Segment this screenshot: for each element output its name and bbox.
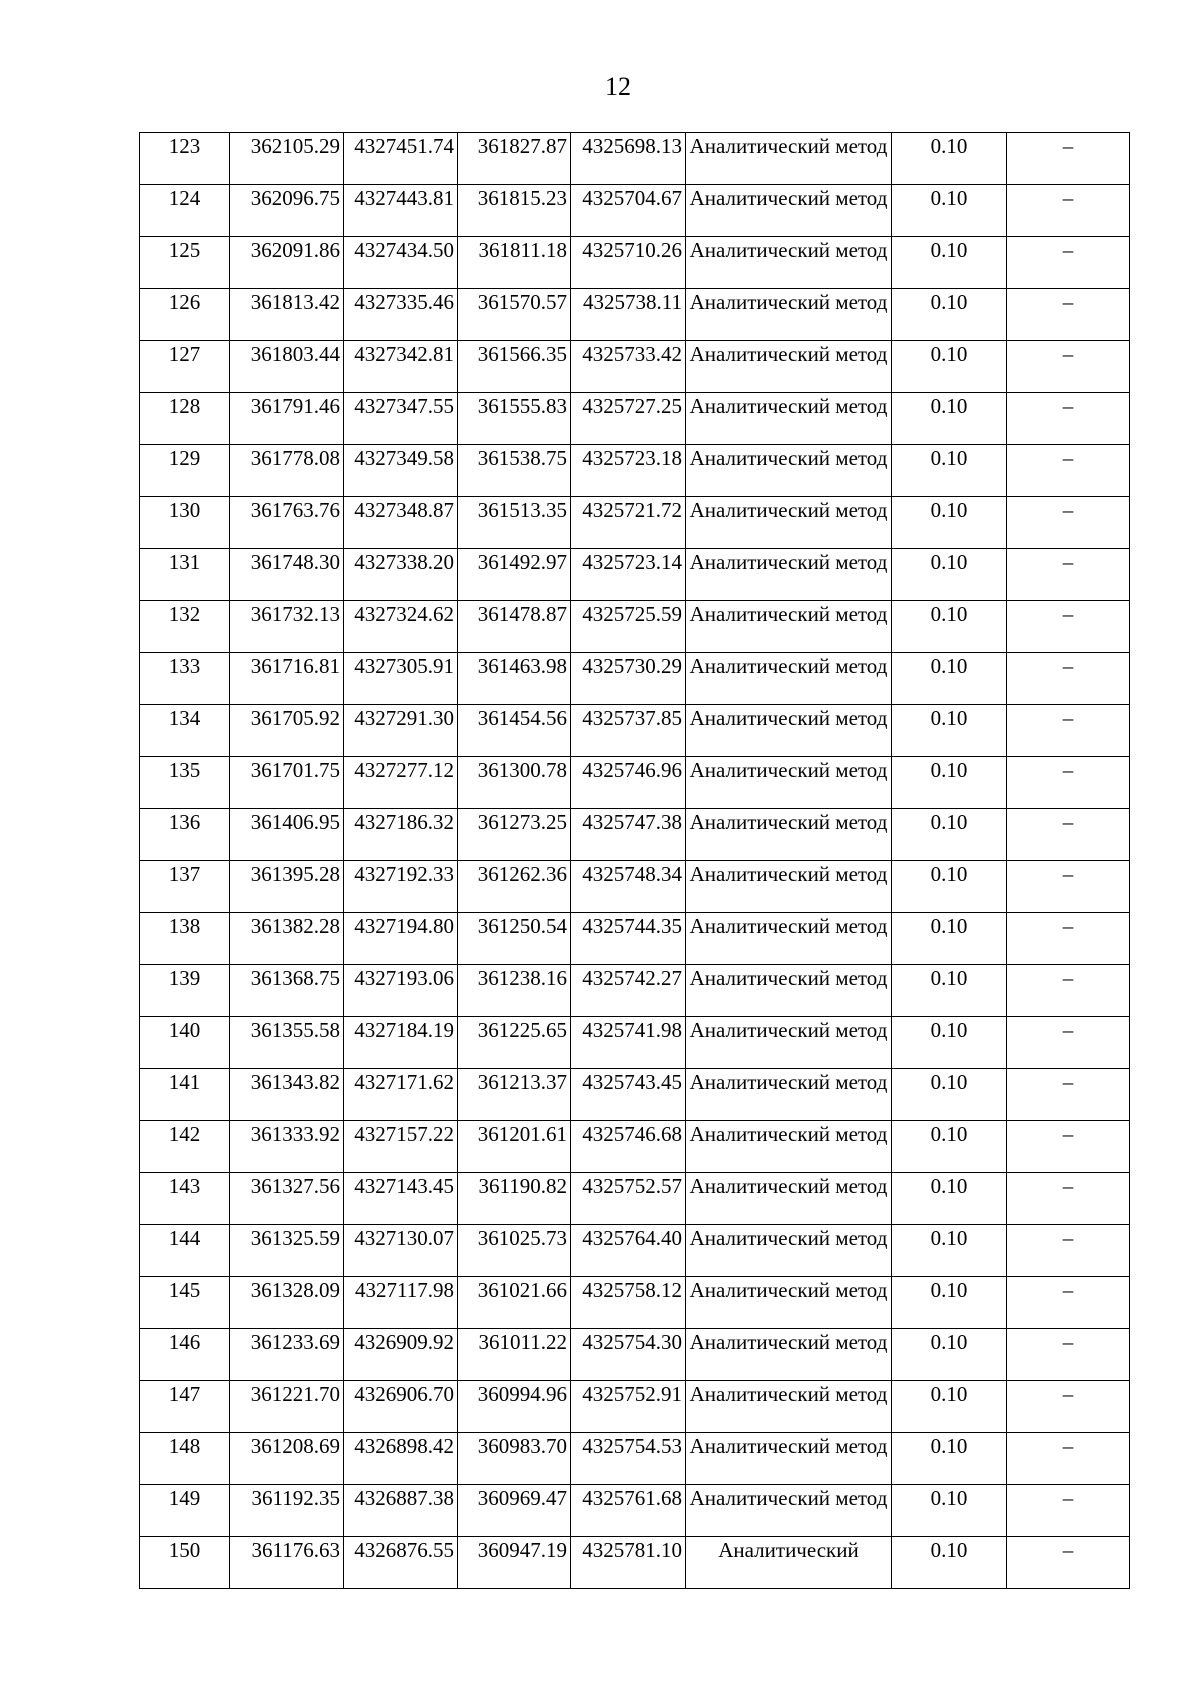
y2-cell: 4325730.29 bbox=[571, 653, 686, 705]
point-number-cell: 123 bbox=[140, 133, 230, 185]
x1-cell: 361327.56 bbox=[230, 1173, 344, 1225]
y1-cell: 4326876.55 bbox=[344, 1537, 458, 1589]
table-row bbox=[140, 237, 1130, 289]
table-row bbox=[140, 1537, 1130, 1589]
accuracy-cell: 0.10 bbox=[892, 1433, 1007, 1485]
x2-cell: 361262.36 bbox=[458, 861, 571, 913]
table-row bbox=[140, 1381, 1130, 1433]
x2-cell: 361513.35 bbox=[458, 497, 571, 549]
method-cell: Аналитический метод bbox=[686, 913, 892, 965]
y2-cell: 4325758.12 bbox=[571, 1277, 686, 1329]
y1-cell: 4327324.62 bbox=[344, 601, 458, 653]
table-row bbox=[140, 445, 1130, 497]
y2-cell: 4325733.42 bbox=[571, 341, 686, 393]
y1-cell: 4327349.58 bbox=[344, 445, 458, 497]
accuracy-cell: 0.10 bbox=[892, 705, 1007, 757]
y2-cell: 4325723.14 bbox=[571, 549, 686, 601]
table-row bbox=[140, 497, 1130, 549]
x2-cell: 361021.66 bbox=[458, 1277, 571, 1329]
accuracy-cell: 0.10 bbox=[892, 601, 1007, 653]
table-row bbox=[140, 965, 1130, 1017]
x1-cell: 361368.75 bbox=[230, 965, 344, 1017]
x2-cell: 361011.22 bbox=[458, 1329, 571, 1381]
note-cell: – bbox=[1007, 965, 1130, 1017]
x2-cell: 361538.75 bbox=[458, 445, 571, 497]
x1-cell: 361325.59 bbox=[230, 1225, 344, 1277]
y2-cell: 4325761.68 bbox=[571, 1485, 686, 1537]
method-cell: Аналитический метод bbox=[686, 757, 892, 809]
accuracy-cell: 0.10 bbox=[892, 653, 1007, 705]
table-row bbox=[140, 1485, 1130, 1537]
y2-cell: 4325698.13 bbox=[571, 133, 686, 185]
table-row bbox=[140, 549, 1130, 601]
point-number-cell: 149 bbox=[140, 1485, 230, 1537]
accuracy-cell: 0.10 bbox=[892, 445, 1007, 497]
method-cell: Аналитический метод bbox=[686, 549, 892, 601]
x2-cell: 361300.78 bbox=[458, 757, 571, 809]
coordinates-table bbox=[139, 132, 1130, 1589]
note-cell: – bbox=[1007, 1069, 1130, 1121]
x1-cell: 361791.46 bbox=[230, 393, 344, 445]
x1-cell: 362096.75 bbox=[230, 185, 344, 237]
x2-cell: 360947.19 bbox=[458, 1537, 571, 1589]
y2-cell: 4325710.26 bbox=[571, 237, 686, 289]
table-row bbox=[140, 341, 1130, 393]
accuracy-cell: 0.10 bbox=[892, 497, 1007, 549]
table-row bbox=[140, 185, 1130, 237]
point-number-cell: 142 bbox=[140, 1121, 230, 1173]
point-number-cell: 131 bbox=[140, 549, 230, 601]
note-cell: – bbox=[1007, 1537, 1130, 1589]
point-number-cell: 133 bbox=[140, 653, 230, 705]
point-number-cell: 125 bbox=[140, 237, 230, 289]
x1-cell: 361233.69 bbox=[230, 1329, 344, 1381]
method-cell: Аналитический метод bbox=[686, 653, 892, 705]
y1-cell: 4327335.46 bbox=[344, 289, 458, 341]
method-cell: Аналитический метод bbox=[686, 1069, 892, 1121]
method-cell: Аналитический метод bbox=[686, 289, 892, 341]
accuracy-cell: 0.10 bbox=[892, 1173, 1007, 1225]
accuracy-cell: 0.10 bbox=[892, 1485, 1007, 1537]
point-number-cell: 126 bbox=[140, 289, 230, 341]
x2-cell: 360983.70 bbox=[458, 1433, 571, 1485]
point-number-cell: 144 bbox=[140, 1225, 230, 1277]
note-cell: – bbox=[1007, 601, 1130, 653]
y2-cell: 4325727.25 bbox=[571, 393, 686, 445]
accuracy-cell: 0.10 bbox=[892, 1381, 1007, 1433]
note-cell: – bbox=[1007, 1485, 1130, 1537]
note-cell: – bbox=[1007, 1173, 1130, 1225]
note-cell: – bbox=[1007, 1225, 1130, 1277]
point-number-cell: 138 bbox=[140, 913, 230, 965]
y1-cell: 4327443.81 bbox=[344, 185, 458, 237]
y1-cell: 4327342.81 bbox=[344, 341, 458, 393]
x1-cell: 361333.92 bbox=[230, 1121, 344, 1173]
accuracy-cell: 0.10 bbox=[892, 1121, 1007, 1173]
method-cell: Аналитический bbox=[686, 1537, 892, 1589]
y1-cell: 4327305.91 bbox=[344, 653, 458, 705]
method-cell: Аналитический метод bbox=[686, 1017, 892, 1069]
y1-cell: 4327347.55 bbox=[344, 393, 458, 445]
accuracy-cell: 0.10 bbox=[892, 341, 1007, 393]
note-cell: – bbox=[1007, 1277, 1130, 1329]
accuracy-cell: 0.10 bbox=[892, 809, 1007, 861]
table-row bbox=[140, 1121, 1130, 1173]
x2-cell: 361570.57 bbox=[458, 289, 571, 341]
x1-cell: 361813.42 bbox=[230, 289, 344, 341]
table-row bbox=[140, 1017, 1130, 1069]
note-cell: – bbox=[1007, 705, 1130, 757]
point-number-cell: 124 bbox=[140, 185, 230, 237]
accuracy-cell: 0.10 bbox=[892, 757, 1007, 809]
y1-cell: 4327157.22 bbox=[344, 1121, 458, 1173]
method-cell: Аналитический метод bbox=[686, 809, 892, 861]
table-row bbox=[140, 289, 1130, 341]
x1-cell: 361343.82 bbox=[230, 1069, 344, 1121]
note-cell: – bbox=[1007, 653, 1130, 705]
point-number-cell: 140 bbox=[140, 1017, 230, 1069]
y2-cell: 4325704.67 bbox=[571, 185, 686, 237]
y2-cell: 4325748.34 bbox=[571, 861, 686, 913]
y2-cell: 4325752.57 bbox=[571, 1173, 686, 1225]
y2-cell: 4325764.40 bbox=[571, 1225, 686, 1277]
table-row bbox=[140, 653, 1130, 705]
x2-cell: 360994.96 bbox=[458, 1381, 571, 1433]
accuracy-cell: 0.10 bbox=[892, 237, 1007, 289]
y2-cell: 4325725.59 bbox=[571, 601, 686, 653]
table-row bbox=[140, 1069, 1130, 1121]
y2-cell: 4325721.72 bbox=[571, 497, 686, 549]
y2-cell: 4325754.53 bbox=[571, 1433, 686, 1485]
x1-cell: 361221.70 bbox=[230, 1381, 344, 1433]
method-cell: Аналитический метод bbox=[686, 861, 892, 913]
point-number-cell: 143 bbox=[140, 1173, 230, 1225]
x2-cell: 361555.83 bbox=[458, 393, 571, 445]
point-number-cell: 146 bbox=[140, 1329, 230, 1381]
y2-cell: 4325744.35 bbox=[571, 913, 686, 965]
accuracy-cell: 0.10 bbox=[892, 549, 1007, 601]
note-cell: – bbox=[1007, 185, 1130, 237]
accuracy-cell: 0.10 bbox=[892, 289, 1007, 341]
y1-cell: 4327338.20 bbox=[344, 549, 458, 601]
point-number-cell: 132 bbox=[140, 601, 230, 653]
x1-cell: 361328.09 bbox=[230, 1277, 344, 1329]
y1-cell: 4326909.92 bbox=[344, 1329, 458, 1381]
y1-cell: 4326906.70 bbox=[344, 1381, 458, 1433]
x2-cell: 360969.47 bbox=[458, 1485, 571, 1537]
table-row bbox=[140, 757, 1130, 809]
x1-cell: 361176.63 bbox=[230, 1537, 344, 1589]
x1-cell: 361701.75 bbox=[230, 757, 344, 809]
y1-cell: 4327130.07 bbox=[344, 1225, 458, 1277]
note-cell: – bbox=[1007, 341, 1130, 393]
table-row bbox=[140, 809, 1130, 861]
table-row bbox=[140, 1225, 1130, 1277]
table-row bbox=[140, 1433, 1130, 1485]
x2-cell: 361827.87 bbox=[458, 133, 571, 185]
y2-cell: 4325723.18 bbox=[571, 445, 686, 497]
point-number-cell: 134 bbox=[140, 705, 230, 757]
point-number-cell: 150 bbox=[140, 1537, 230, 1589]
point-number-cell: 148 bbox=[140, 1433, 230, 1485]
point-number-cell: 127 bbox=[140, 341, 230, 393]
accuracy-cell: 0.10 bbox=[892, 1069, 1007, 1121]
method-cell: Аналитический метод bbox=[686, 185, 892, 237]
accuracy-cell: 0.10 bbox=[892, 965, 1007, 1017]
y2-cell: 4325743.45 bbox=[571, 1069, 686, 1121]
x1-cell: 361208.69 bbox=[230, 1433, 344, 1485]
y1-cell: 4327184.19 bbox=[344, 1017, 458, 1069]
note-cell: – bbox=[1007, 1017, 1130, 1069]
y2-cell: 4325747.38 bbox=[571, 809, 686, 861]
table-row bbox=[140, 393, 1130, 445]
x2-cell: 361815.23 bbox=[458, 185, 571, 237]
y2-cell: 4325754.30 bbox=[571, 1329, 686, 1381]
table-row bbox=[140, 1173, 1130, 1225]
accuracy-cell: 0.10 bbox=[892, 1329, 1007, 1381]
x2-cell: 361225.65 bbox=[458, 1017, 571, 1069]
table-row bbox=[140, 1329, 1130, 1381]
accuracy-cell: 0.10 bbox=[892, 1277, 1007, 1329]
x1-cell: 362091.86 bbox=[230, 237, 344, 289]
y1-cell: 4326898.42 bbox=[344, 1433, 458, 1485]
point-number-cell: 129 bbox=[140, 445, 230, 497]
method-cell: Аналитический метод bbox=[686, 237, 892, 289]
y2-cell: 4325752.91 bbox=[571, 1381, 686, 1433]
x2-cell: 361250.54 bbox=[458, 913, 571, 965]
x2-cell: 361478.87 bbox=[458, 601, 571, 653]
table-row bbox=[140, 913, 1130, 965]
x2-cell: 361190.82 bbox=[458, 1173, 571, 1225]
x1-cell: 361748.30 bbox=[230, 549, 344, 601]
note-cell: – bbox=[1007, 133, 1130, 185]
x1-cell: 361382.28 bbox=[230, 913, 344, 965]
x2-cell: 361492.97 bbox=[458, 549, 571, 601]
note-cell: – bbox=[1007, 289, 1130, 341]
note-cell: – bbox=[1007, 549, 1130, 601]
x2-cell: 361454.56 bbox=[458, 705, 571, 757]
x2-cell: 361273.25 bbox=[458, 809, 571, 861]
y2-cell: 4325781.10 bbox=[571, 1537, 686, 1589]
method-cell: Аналитический метод bbox=[686, 1485, 892, 1537]
x2-cell: 361213.37 bbox=[458, 1069, 571, 1121]
note-cell: – bbox=[1007, 757, 1130, 809]
accuracy-cell: 0.10 bbox=[892, 1537, 1007, 1589]
y1-cell: 4327434.50 bbox=[344, 237, 458, 289]
note-cell: – bbox=[1007, 1433, 1130, 1485]
accuracy-cell: 0.10 bbox=[892, 185, 1007, 237]
y1-cell: 4326887.38 bbox=[344, 1485, 458, 1537]
y1-cell: 4327186.32 bbox=[344, 809, 458, 861]
method-cell: Аналитический метод bbox=[686, 601, 892, 653]
x1-cell: 361406.95 bbox=[230, 809, 344, 861]
x2-cell: 361238.16 bbox=[458, 965, 571, 1017]
x1-cell: 361803.44 bbox=[230, 341, 344, 393]
table-body bbox=[140, 133, 1130, 1589]
method-cell: Аналитический метод bbox=[686, 965, 892, 1017]
x1-cell: 361705.92 bbox=[230, 705, 344, 757]
y1-cell: 4327277.12 bbox=[344, 757, 458, 809]
accuracy-cell: 0.10 bbox=[892, 913, 1007, 965]
x1-cell: 361732.13 bbox=[230, 601, 344, 653]
page-number: 12 bbox=[605, 72, 631, 101]
point-number-cell: 145 bbox=[140, 1277, 230, 1329]
note-cell: – bbox=[1007, 1329, 1130, 1381]
point-number-cell: 137 bbox=[140, 861, 230, 913]
y1-cell: 4327192.33 bbox=[344, 861, 458, 913]
method-cell: Аналитический метод bbox=[686, 445, 892, 497]
note-cell: – bbox=[1007, 861, 1130, 913]
x2-cell: 361463.98 bbox=[458, 653, 571, 705]
y1-cell: 4327117.98 bbox=[344, 1277, 458, 1329]
y1-cell: 4327194.80 bbox=[344, 913, 458, 965]
x1-cell: 361192.35 bbox=[230, 1485, 344, 1537]
accuracy-cell: 0.10 bbox=[892, 1225, 1007, 1277]
y1-cell: 4327171.62 bbox=[344, 1069, 458, 1121]
note-cell: – bbox=[1007, 497, 1130, 549]
table-row bbox=[140, 1277, 1130, 1329]
table-row bbox=[140, 705, 1130, 757]
x1-cell: 361395.28 bbox=[230, 861, 344, 913]
x2-cell: 361025.73 bbox=[458, 1225, 571, 1277]
method-cell: Аналитический метод bbox=[686, 497, 892, 549]
note-cell: – bbox=[1007, 1381, 1130, 1433]
x1-cell: 361763.76 bbox=[230, 497, 344, 549]
y1-cell: 4327143.45 bbox=[344, 1173, 458, 1225]
y1-cell: 4327193.06 bbox=[344, 965, 458, 1017]
method-cell: Аналитический метод bbox=[686, 341, 892, 393]
table-row bbox=[140, 861, 1130, 913]
method-cell: Аналитический метод bbox=[686, 1277, 892, 1329]
note-cell: – bbox=[1007, 1121, 1130, 1173]
accuracy-cell: 0.10 bbox=[892, 393, 1007, 445]
y2-cell: 4325741.98 bbox=[571, 1017, 686, 1069]
point-number-cell: 135 bbox=[140, 757, 230, 809]
note-cell: – bbox=[1007, 445, 1130, 497]
accuracy-cell: 0.10 bbox=[892, 133, 1007, 185]
method-cell: Аналитический метод bbox=[686, 1121, 892, 1173]
x2-cell: 361201.61 bbox=[458, 1121, 571, 1173]
method-cell: Аналитический метод bbox=[686, 133, 892, 185]
x1-cell: 361355.58 bbox=[230, 1017, 344, 1069]
y2-cell: 4325742.27 bbox=[571, 965, 686, 1017]
note-cell: – bbox=[1007, 913, 1130, 965]
point-number-cell: 141 bbox=[140, 1069, 230, 1121]
x2-cell: 361566.35 bbox=[458, 341, 571, 393]
accuracy-cell: 0.10 bbox=[892, 1017, 1007, 1069]
y2-cell: 4325746.68 bbox=[571, 1121, 686, 1173]
x2-cell: 361811.18 bbox=[458, 237, 571, 289]
table-row bbox=[140, 601, 1130, 653]
method-cell: Аналитический метод bbox=[686, 393, 892, 445]
y2-cell: 4325737.85 bbox=[571, 705, 686, 757]
point-number-cell: 136 bbox=[140, 809, 230, 861]
x1-cell: 361716.81 bbox=[230, 653, 344, 705]
note-cell: – bbox=[1007, 237, 1130, 289]
table-row bbox=[140, 133, 1130, 185]
method-cell: Аналитический метод bbox=[686, 1173, 892, 1225]
y1-cell: 4327348.87 bbox=[344, 497, 458, 549]
note-cell: – bbox=[1007, 393, 1130, 445]
accuracy-cell: 0.10 bbox=[892, 861, 1007, 913]
y1-cell: 4327451.74 bbox=[344, 133, 458, 185]
point-number-cell: 139 bbox=[140, 965, 230, 1017]
x1-cell: 361778.08 bbox=[230, 445, 344, 497]
y1-cell: 4327291.30 bbox=[344, 705, 458, 757]
point-number-cell: 147 bbox=[140, 1381, 230, 1433]
note-cell: – bbox=[1007, 809, 1130, 861]
method-cell: Аналитический метод bbox=[686, 1433, 892, 1485]
method-cell: Аналитический метод bbox=[686, 1225, 892, 1277]
point-number-cell: 130 bbox=[140, 497, 230, 549]
point-number-cell: 128 bbox=[140, 393, 230, 445]
y2-cell: 4325746.96 bbox=[571, 757, 686, 809]
method-cell: Аналитический метод bbox=[686, 1381, 892, 1433]
method-cell: Аналитический метод bbox=[686, 1329, 892, 1381]
method-cell: Аналитический метод bbox=[686, 705, 892, 757]
x1-cell: 362105.29 bbox=[230, 133, 344, 185]
y2-cell: 4325738.11 bbox=[571, 289, 686, 341]
